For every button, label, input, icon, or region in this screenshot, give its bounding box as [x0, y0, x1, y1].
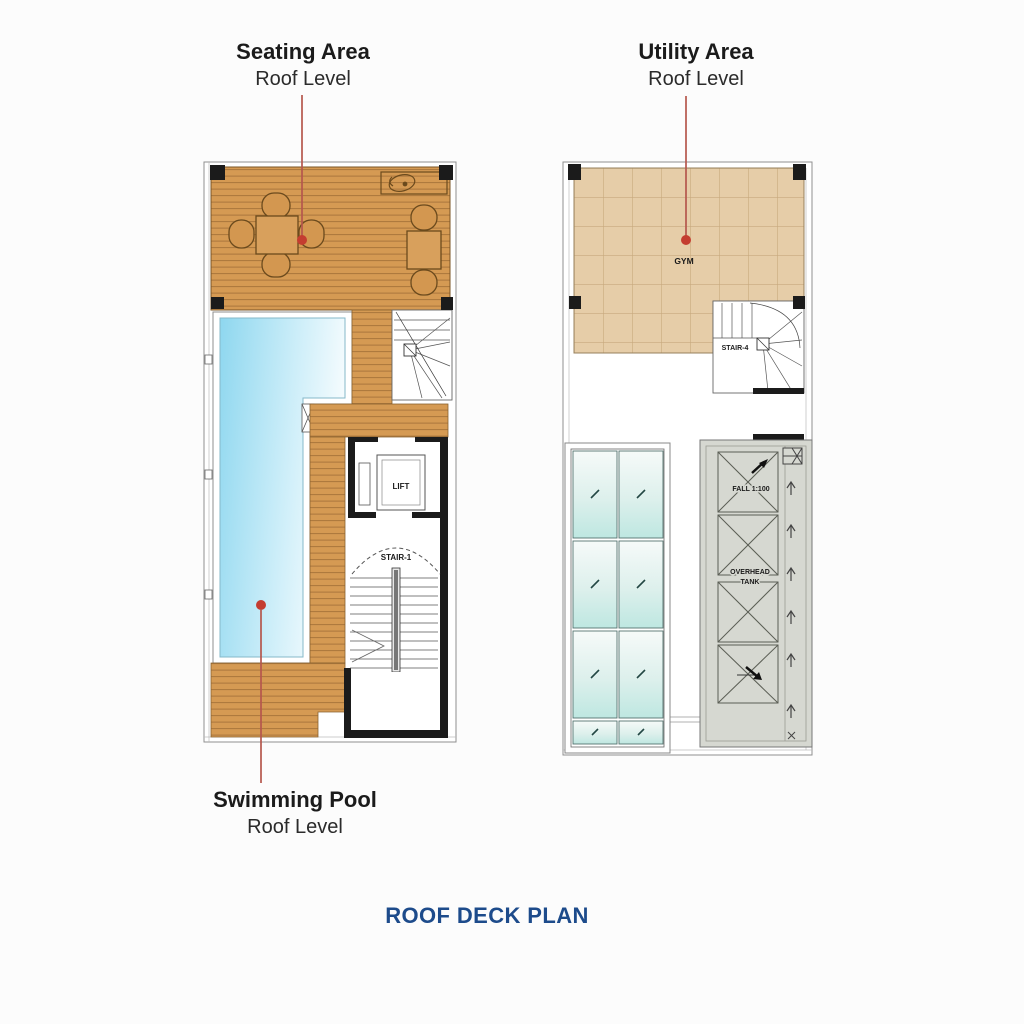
overhead-tank-zone	[700, 440, 812, 747]
swimming-pool-annotation	[213, 786, 377, 840]
swimming-pool-title: Swimming Pool	[213, 787, 377, 812]
utility-area-title: Utility Area	[638, 39, 754, 64]
left-plan	[204, 162, 456, 742]
seating-area-title: Seating Area	[236, 39, 370, 64]
deck-strip-side	[310, 437, 345, 663]
utility-area-subtitle: Roof Level	[648, 67, 744, 90]
swimming-pool-subtitle: Roof Level	[247, 815, 343, 838]
winder-stair-upper	[392, 310, 452, 400]
skylight-grid	[565, 443, 670, 753]
wall-bar-lower	[753, 434, 804, 440]
deck-band-mid	[310, 404, 448, 437]
gym-label: GYM	[674, 256, 694, 266]
utility-area-annotation	[638, 38, 753, 92]
stair-4-label: STAIR-4	[721, 345, 749, 352]
tank-corner-fixture	[783, 448, 802, 464]
stair-1-label: STAIR-1	[380, 553, 412, 562]
right-plan	[563, 162, 812, 755]
seating-area-subtitle: Roof Level	[255, 67, 351, 90]
fall-label: FALL 1:100	[732, 486, 770, 493]
seating-area-annotation	[236, 38, 370, 92]
lift-label: LIFT	[392, 482, 410, 491]
plan-title: ROOF DECK PLAN	[385, 903, 589, 928]
wall-bar-upper	[753, 388, 804, 394]
stair-4	[713, 301, 804, 393]
dining-table-2	[407, 205, 441, 295]
overhead-tank-label-line1: OVERHEAD	[730, 569, 770, 576]
lower-room	[351, 672, 440, 730]
deck-strip-upper	[352, 310, 392, 404]
overhead-tank-label-line2: TANK	[740, 579, 760, 586]
lift-room	[359, 455, 425, 510]
lift-counterweight	[359, 463, 370, 505]
